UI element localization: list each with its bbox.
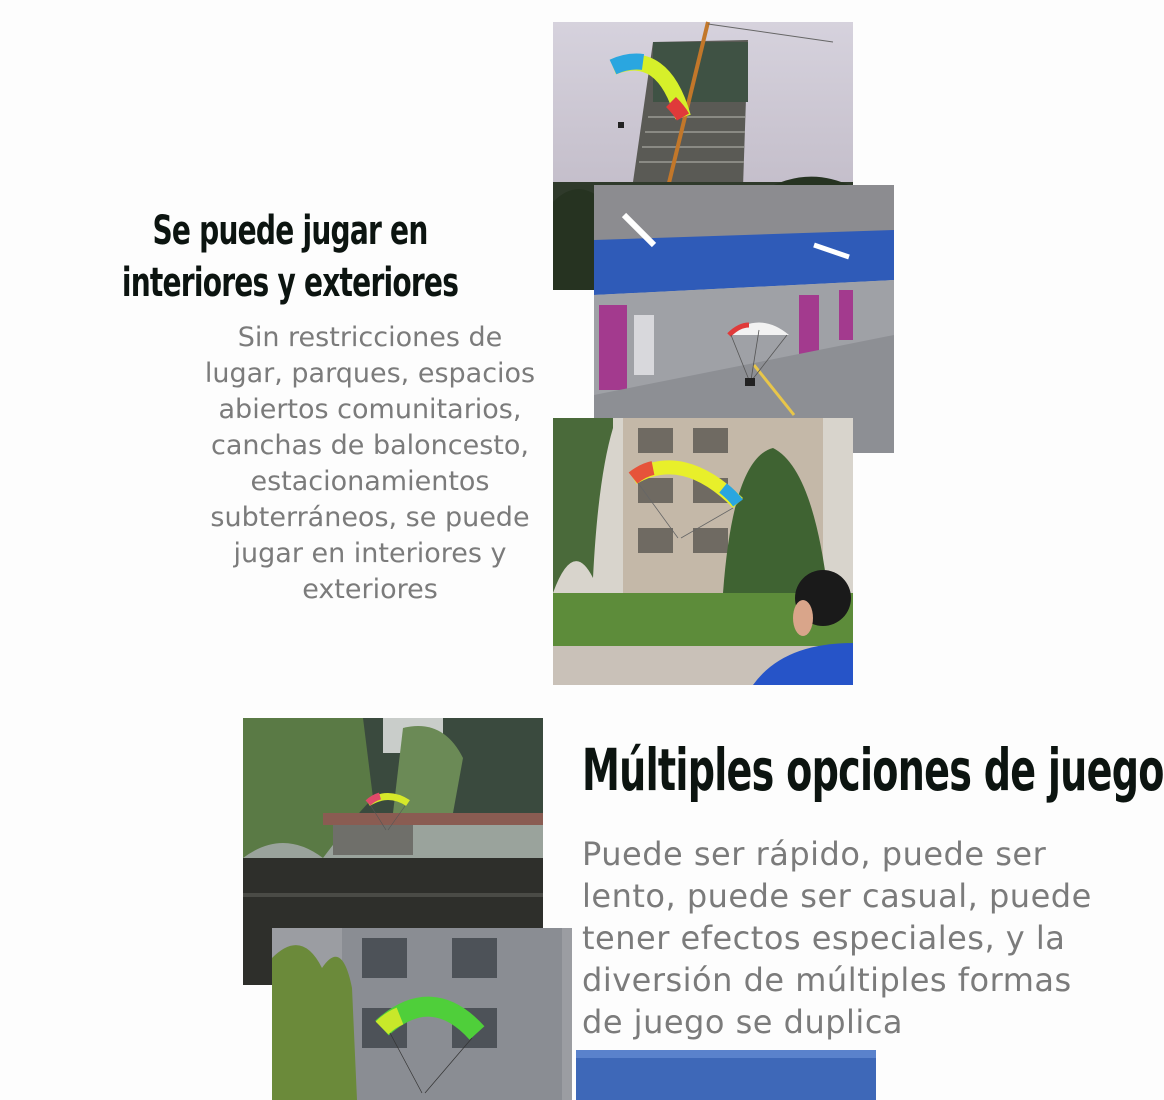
indoor-outdoor-description: Sin restricciones de lugar, parques, espacios abiertos comunitarios, canchas de baloncesto, estacionamientos subterráneos, se puede jugar en interiores y exteriores xyxy=(204,322,536,605)
photo-underground-parking xyxy=(594,185,894,453)
indoor-outdoor-heading: Se puede jugar en interiores y exteriores xyxy=(121,208,459,306)
photo-blue-partial xyxy=(576,1050,876,1100)
play-options-description: Puede ser rápido, puede ser lento, puede ser casual, puede tener efectos especiales, y la diversión de múltiples formas de juego se duplica xyxy=(582,835,1092,1041)
photo-grey-apartment-green-kite xyxy=(272,928,572,1100)
play-options-heading: Múltiples opciones de juego xyxy=(582,736,1164,804)
photo-apartment-kite-boy xyxy=(553,418,853,685)
